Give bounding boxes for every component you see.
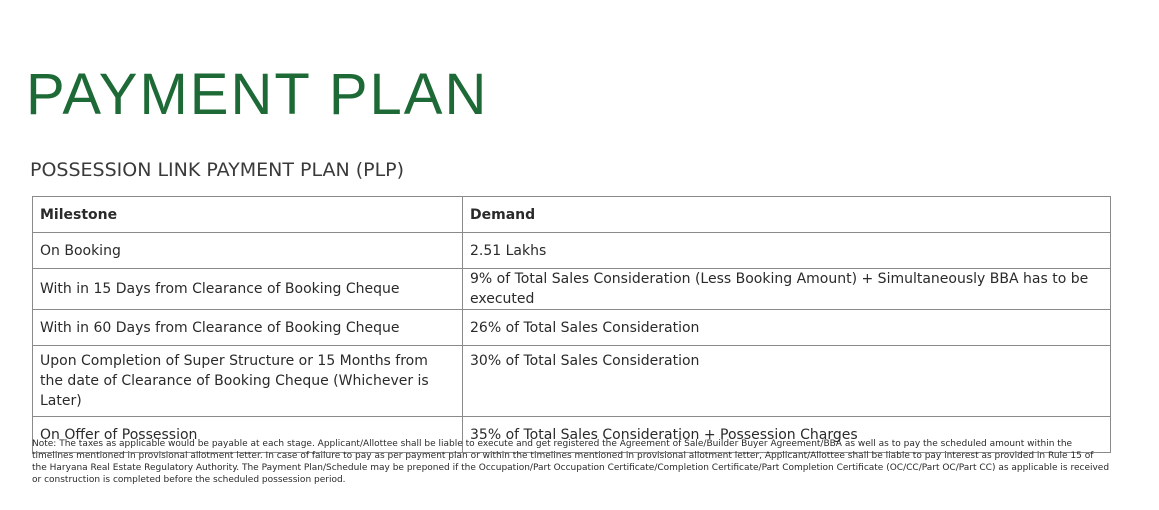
table-header-row bbox=[33, 197, 1111, 233]
milestone-cell: With in 60 Days from Clearance of Booking Cheque bbox=[33, 310, 463, 346]
column-header-demand: Demand bbox=[463, 197, 1111, 233]
milestone-cell: Upon Completion of Super Structure or 15 Months from the date of Clearance of Booking Cheque (Whichever is Later) bbox=[33, 346, 463, 417]
footnote: Note: The taxes as applicable would be payable at each stage. Applicant/Allottee shall be liable to execute and get registered the Agreement of Sale/Builder Buyer Agreement/BBA as well as to pay the scheduled amount within the timelines mentioned in provisional allotment letter. In case of failure to pay as per payment plan or within the timelines mentioned in provisional allotment letter, Applicant/Allottee shall be liable to pay interest as provided in Rule 15 of the Haryana Real Estate Regulatory Authority. The Payment Plan/Schedule may be preponed if the Occupation/Part Occupation Certificate/Completion Certificate/Part Completion Certificate (OC/CC/Part OC/Part CC) as applicable is received or construction is completed before the scheduled possession period. bbox=[32, 439, 1110, 485]
demand-cell: 26% of Total Sales Consideration bbox=[463, 310, 1111, 346]
demand-cell: 35% of Total Sales Consideration + Possession Charges bbox=[463, 417, 1111, 453]
column-header-milestone: Milestone bbox=[33, 197, 463, 233]
demand-cell: 2.51 Lakhs bbox=[463, 233, 1111, 269]
payment-plan-table bbox=[32, 196, 1111, 453]
demand-cell: 9% of Total Sales Consideration (Less Booking Amount) + Simultaneously BBA has to be executed bbox=[463, 269, 1111, 310]
demand-cell: 30% of Total Sales Consideration bbox=[463, 346, 1111, 417]
milestone-cell: On Booking bbox=[33, 233, 463, 269]
milestone-cell: With in 15 Days from Clearance of Booking Cheque bbox=[33, 269, 463, 310]
page-title: PAYMENT PLAN bbox=[26, 62, 489, 127]
section-title: POSSESSION LINK PAYMENT PLAN (PLP) bbox=[30, 159, 405, 181]
milestone-cell: On Offer of Possession bbox=[33, 417, 463, 453]
table-row bbox=[33, 233, 1111, 269]
table-row bbox=[33, 346, 1111, 417]
table-row bbox=[33, 310, 1111, 346]
table-row bbox=[33, 269, 1111, 310]
